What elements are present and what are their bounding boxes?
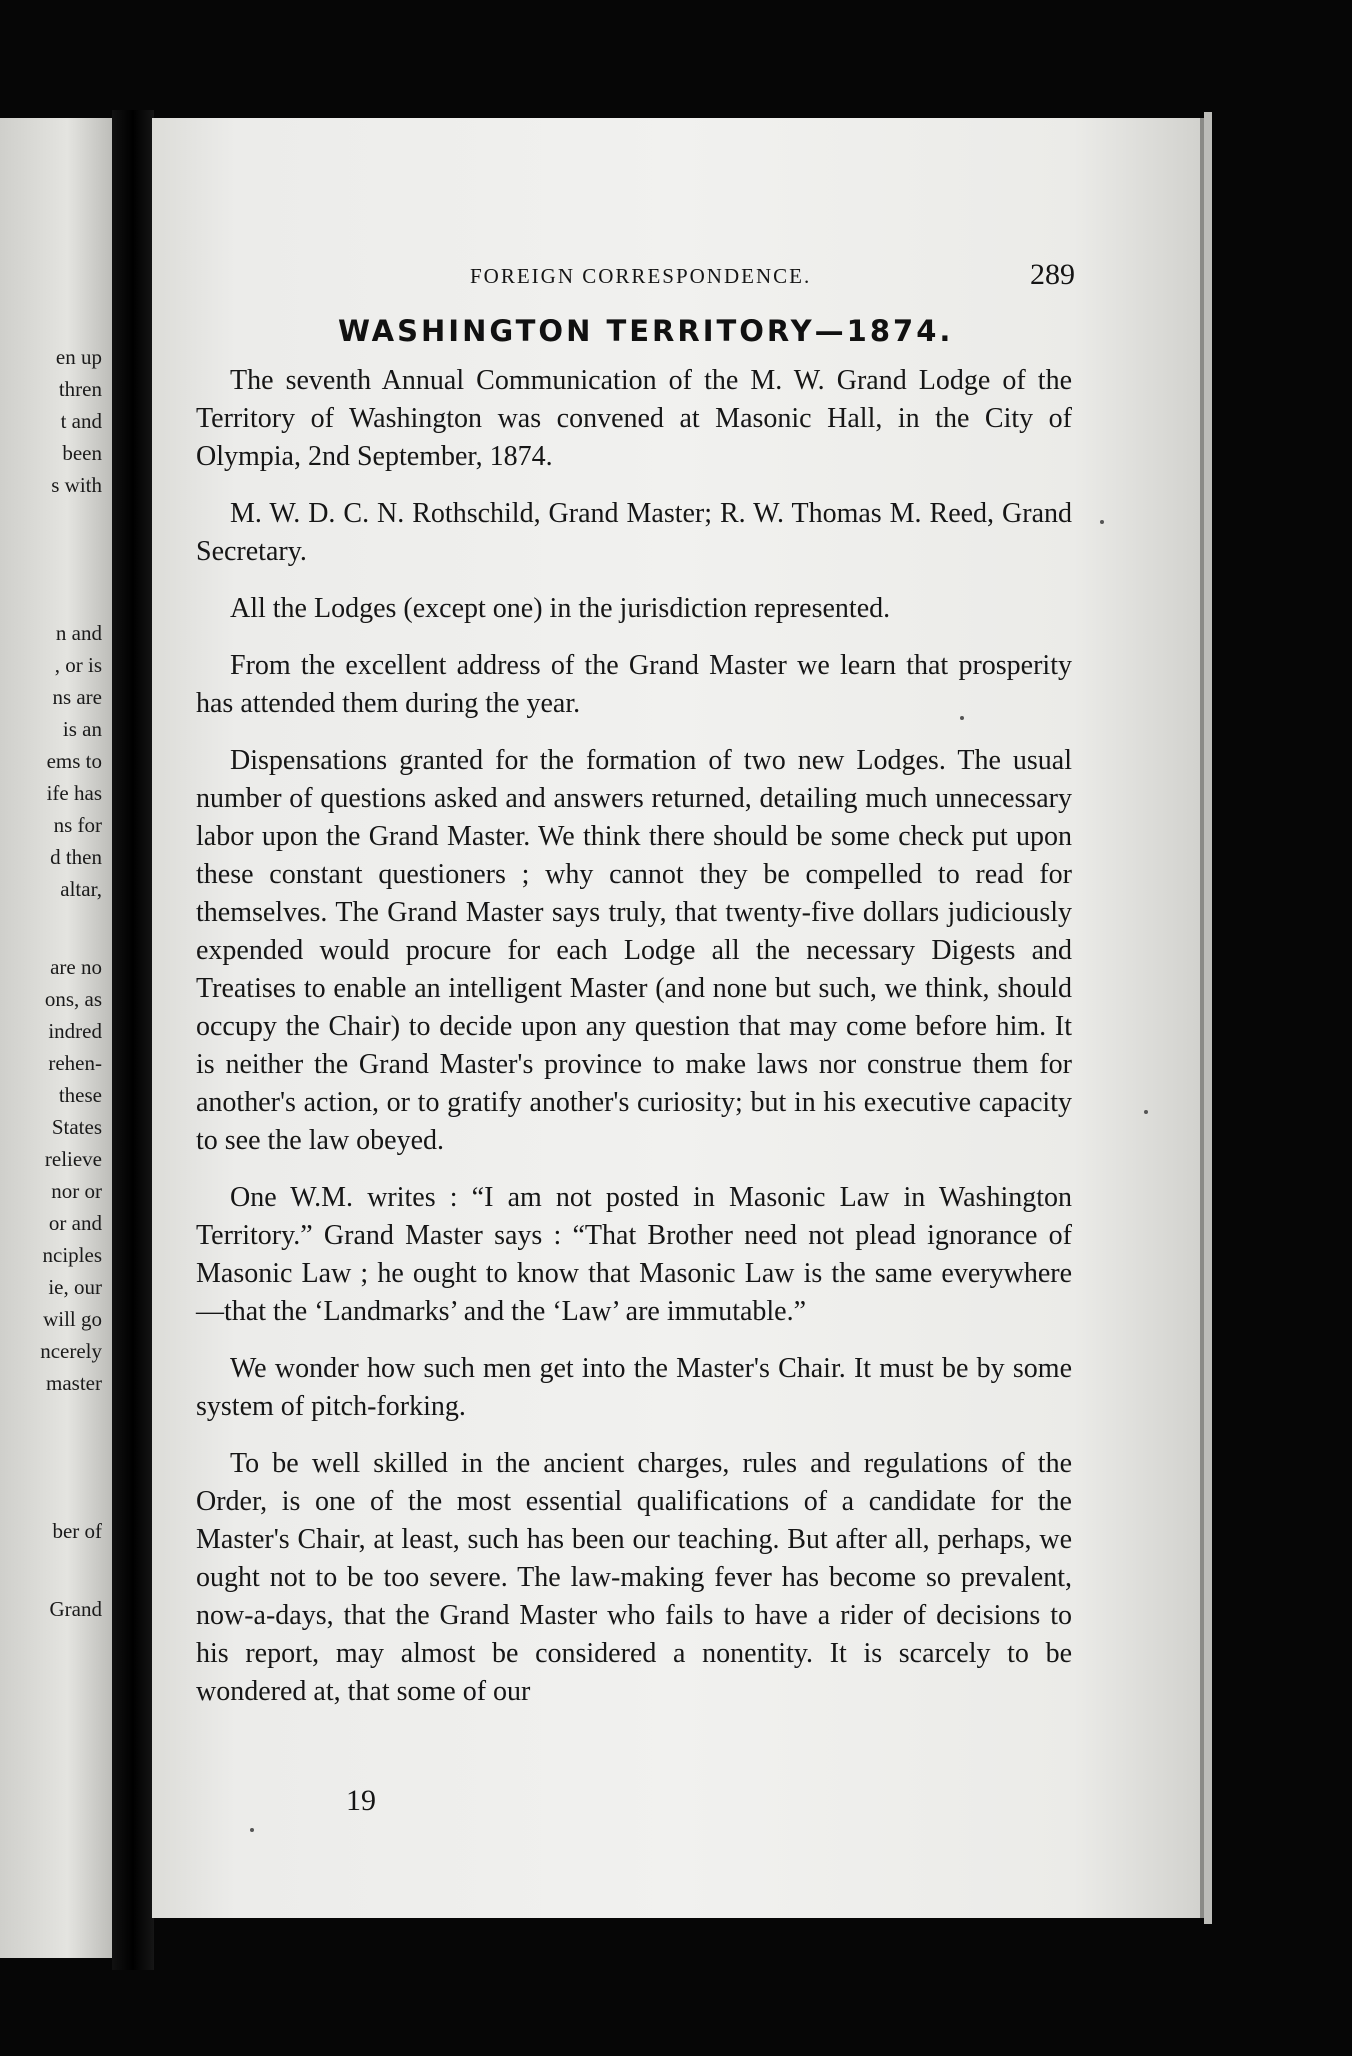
signature-mark: 19 [346,1784,376,1817]
left-fragment-line: indred [48,1019,102,1043]
left-fragment-line: altar, [60,877,102,901]
section-title: WASHINGTON TERRITORY—1874. [338,314,954,348]
left-fragment-line: s with [51,473,102,497]
left-fragment-line: nciples [42,1243,102,1267]
left-fragment-line: ber of [52,1519,102,1543]
paragraph: From the excellent address of the Grand Master we learn that prosperity has attended them during the year. [196,650,1072,719]
left-fragment-line: States [51,1115,102,1139]
left-page-fragment [0,118,112,1958]
left-fragment-line: ncerely [40,1339,102,1363]
paragraph: To be well skilled in the ancient charges, rules and regulations of the Order, is one of the most essential qualifications of a candidate for the Master's Chair, at least, such has been our teaching. But after all, perhaps, we ought not to be too severe. The law-making fever has become so prevalent, now-a-days, that the Grand Master who fails to have a rider of decisions to his report, may almost be considered a nonentity. It is scarcely to be wondered at, that some of our [196,1448,1072,1707]
left-fragment-line: Grand [49,1597,102,1621]
left-fragment-line: thren [58,377,102,401]
left-fragment-line: master [46,1371,102,1395]
left-fragment-line: ie, our [48,1275,102,1299]
dust-speck [1100,520,1104,524]
dust-speck [960,716,964,720]
left-fragment-line: n and [55,621,102,645]
page-edge [1204,112,1212,1924]
left-fragment-line: are no [50,955,102,979]
book-gutter [112,110,154,1970]
left-fragment-line: been [62,441,102,465]
left-fragment-line: these [58,1083,102,1107]
left-fragment-line: ons, as [44,987,102,1011]
left-fragment-line: will go [43,1307,102,1331]
paragraph: The seventh Annual Communication of the M. W. Grand Lodge of the Territory of Washington was convened at Masonic Hall, in the City of Olympia, 2nd September, 1874. [196,365,1072,472]
left-fragment-line: or and [48,1211,102,1235]
running-head: FOREIGN CORRESPONDENCE. [470,264,812,288]
left-fragment-line: ems to [46,749,102,773]
left-fragment-line: t and [60,409,102,433]
dust-speck [250,1828,254,1832]
paragraph: All the Lodges (except one) in the jurisdiction represented. [230,593,891,624]
left-fragment-line: en up [55,345,102,369]
left-fragment-line: nor or [51,1179,102,1203]
paragraph: Dispensations granted for the formation of two new Lodges. The usual number of questions asked and answers returned, detailing much unnecessary labor upon the Grand Master. We think there should be some check put upon these constant questioners ; why cannot they be compelled to read for themselves. The Grand Master says truly, that twenty-five dollars judiciously expended would procure for each Lodge all the necessary Digests and Treatises to enable an intelligent Master (and none but such, we think, should occupy the Chair) to decide upon any question that may come before him. It is neither the Grand Master's province to make laws nor construe them for another's action, or to gratify another's curiosity; but in his executive capacity to see the law obeyed. [196,745,1072,1156]
left-fragment-line: ns for [53,813,102,837]
left-fragment-line: ife has [46,781,102,805]
left-fragment-line: ns are [52,685,102,709]
left-fragment-line: relieve [44,1147,102,1171]
left-fragment-line: , or is [54,653,102,677]
paragraph: M. W. D. C. N. Rothschild, Grand Master; R. W. Thomas M. Reed, Grand Secretary. [196,498,1072,567]
left-fragment-line: is an [62,717,102,741]
page-number: 289 [1030,258,1075,291]
body-text [196,362,1072,1730]
paragraph: One W.M. writes : “I am not posted in Masonic Law in Washington Territory.” Grand Master says : “That Brother need not plead ignorance of Masonic Law ; he ought to know that Masonic Law is the same everywhere—that the ‘Landmarks’ and the ‘Law’ are immutable.” [196,1182,1072,1327]
left-fragment-line: d then [50,845,102,869]
paragraph: We wonder how such men get into the Master's Chair. It must be by some system of pitch-forking. [196,1353,1072,1422]
left-fragment-line: rehen- [48,1051,102,1075]
dust-speck [1144,1110,1148,1114]
